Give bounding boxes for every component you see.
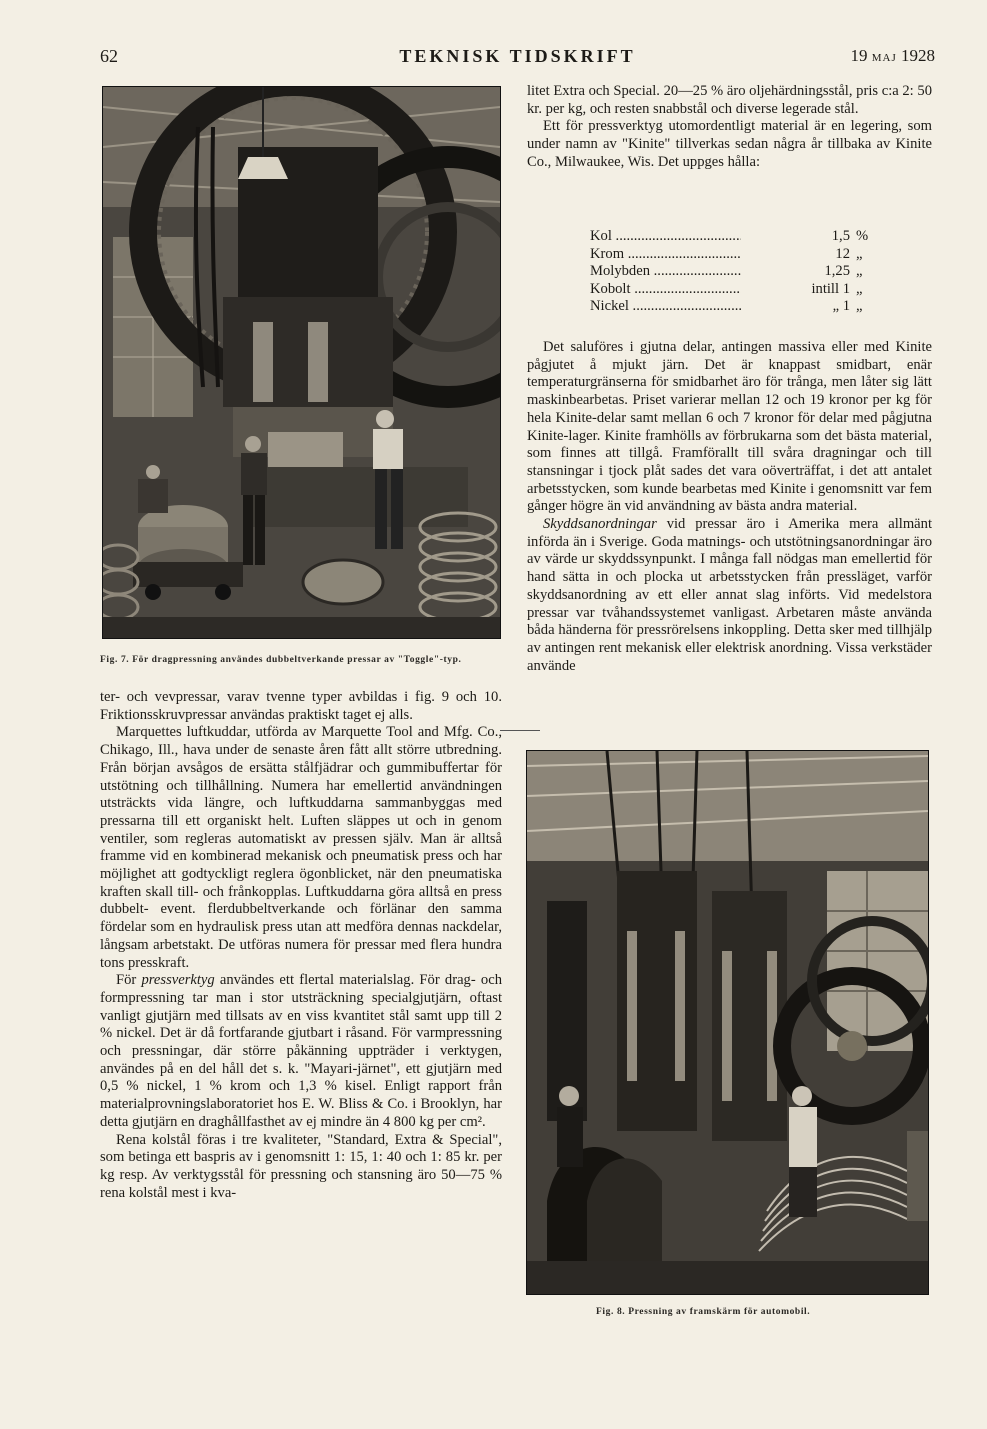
paragraph-press-types: ter- och vevpressar, varav tvenne typer avbildas i fig. 9 och 10. Friktionsskruvpressar användas praktiskt taget ej alls.	[100, 689, 502, 723]
fig7-illustration	[103, 87, 500, 638]
paragraph-carbon-steel: Rena kolstål föras i tre kvaliteter, "Standard, Extra & Special", som betinga ett baspris av i genomsnitt 1: 15, 1: 40 och 1: 85 kr. per kg resp. Av verktygsstål för pressning och stansning äro 50—75 % rena kolstål mest i kva-	[100, 1131, 502, 1201]
element-name: Kol .....	[590, 228, 741, 246]
paragraph-steel-grades: litet Extra och Special. 20—25 % äro oljehärdningsstål, pris c:a 2: 50 kr. per kg, och resten snabbstål och diverse legerade stål.	[527, 83, 932, 117]
journal-title: TEKNISK TIDSKRIFT	[399, 46, 636, 66]
element-unit: „	[856, 298, 863, 314]
page-number: 62	[100, 46, 118, 66]
composition-row-kobolt	[590, 281, 880, 299]
element-name: Krom .....	[590, 246, 741, 264]
right-column-top	[527, 83, 932, 172]
column-rule	[500, 730, 540, 731]
paragraph-kinite-intro: Ett för pressverktyg utomordentligt material är en legering, som under namn av "Kinite" tillverkas sedan några år tillbaka av Kinite Co., Milwaukee, Wis. Det uppges hålla:	[527, 118, 932, 170]
paragraph-kinite-details: Det saluföres i gjutna delar, antingen massiva eller med Kinite pågjutet å mjukt järn. Det är knappast smidbart, enär temperaturgränserna för smidbarhet äro för trånga, men låter sig lätt maskinbearbetas. Priset varierar mellan 12 och 19 kronor per kg för hela Kinite-delar samt mellan 6 och 7 kronor för delar med pågjutna Kinite-lager. Kinite framhölls av förbrukarna som det bästa material, som finnes att tillgå. Framförallt till svåra dragningar och till stansningar i tjock plåt sades det vara oöverträffat, i det att antalet arbetsstycken, som kunde bearbetas med Kinite i genomsnitt var fem gånger högre än vid användning av bästa andra material.	[527, 339, 932, 515]
paragraph-tool-materials: För pressverktyg användes ett flertal materialslag. För drag- och formpressning tar man i stor utsträckning specialgjutjärn, oftast vanligt gjutjärn med tillsats av en viss kvantitet stål samt upp till 2 % nickel. Det är då fortfarande gjutbart i råsand. För varmpressning och pressningar, där större påkänning uppträder i verktygen, användes på en del håll det s. k. "Mayari-järnet", ett gjutjärn med 0,5 % nickel, 1 % krom och 1,3 % kisel. Enligt rapport från materialprovningslaboratoriet hos E. W. Bliss & Co. i Brooklyn, har detta gjutjärn en draghållfasthet av ej mindre än 4 800 kg per cm².	[100, 972, 502, 1130]
fig8-illustration	[527, 751, 928, 1294]
composition-row-molybden	[590, 263, 880, 281]
date-day: 19	[850, 46, 868, 65]
date-month: MAJ	[871, 52, 897, 64]
element-value: „ 1	[832, 298, 850, 314]
composition-row-kol	[590, 228, 880, 246]
fig7-press-photo	[102, 86, 501, 639]
element-name: Molybden .....	[590, 263, 741, 281]
element-unit: „	[856, 245, 863, 262]
composition-row-nickel	[590, 298, 880, 316]
tool-heading: pressverktyg	[141, 972, 215, 989]
fig8-press-photo	[526, 750, 929, 1295]
element-name: Kobolt .....	[590, 281, 741, 299]
element-unit: „	[856, 280, 863, 297]
paragraph-safety: Skyddsanordningar vid pressar äro i Amerika mera allmänt införda än i Sverige. Goda matnings- och utstötningsanordningar äro av värde ur skyddssynpunkt. I många fall nödgas man emellertid för hand sätta in och plocka ut arbetsstycken från pressläget, varför skyddsanordning av ett eller annat slag införts. Vid medelstora pressar var tvåhandssystemet vanligast. Arbetaren måste använda båda händerna för pressrörelsens inkoppling. Detta sker med tillhjälp av antingen rent mekanisk eller elektrisk anordning. Vissa verkstäder använde	[527, 516, 932, 674]
issue-date	[850, 46, 935, 66]
element-unit: „	[856, 263, 863, 279]
element-value: 1,5	[831, 228, 850, 244]
safety-heading: Skyddsanordningar	[543, 516, 657, 533]
left-column	[100, 689, 502, 1202]
element-value: 12	[835, 245, 850, 262]
element-name: Nickel .....	[590, 298, 741, 316]
element-value: 1,25	[824, 263, 850, 279]
element-value: intill 1	[811, 280, 850, 297]
right-column-middle	[527, 339, 932, 675]
kinite-composition-table	[590, 228, 880, 316]
composition-row-krom	[590, 246, 880, 264]
page-header	[100, 46, 935, 70]
paragraph-marquette: Marquettes luftkuddar, utförda av Marquette Tool and Mfg. Co., Chikago, Ill., hava under de senaste åren fått allt större utbredning. Från början avsågos de ersätta stålfjädrar och gummibuffertar för utstötning och tillhållning. Numera har emellertid användningen utsträckts vida längre, och luftkuddarna sammanbyggas med pressarna till ett organiskt helt. Luften släppes ut och in genom ventiler, som regleras automatiskt av pressen själv. Man är alltså framme vid en kombinerad mekanisk och pneumatisk press och har möjlighet att godtyckligt reglera ögonblicket, när den pneumatiska kraften skall till- och frånkopplas. Luftkuddarna göra alltså en press dubbelt- event. flerdubbeltverkande och förlänar den samma fördelar som en hydraulisk press utan att medföra dennas nackdelar, långsam arbetstakt. De utföras numera för pressar med flera hundra tons presskraft.	[100, 724, 502, 971]
element-unit: %	[856, 228, 869, 244]
fig7-caption: Fig. 7. För dragpressning användes dubbeltverkande pressar av "Toggle"-typ.	[100, 655, 462, 665]
date-year: 1928	[901, 46, 935, 65]
fig8-caption: Fig. 8. Pressning av framskärm för automobil.	[596, 1307, 811, 1317]
